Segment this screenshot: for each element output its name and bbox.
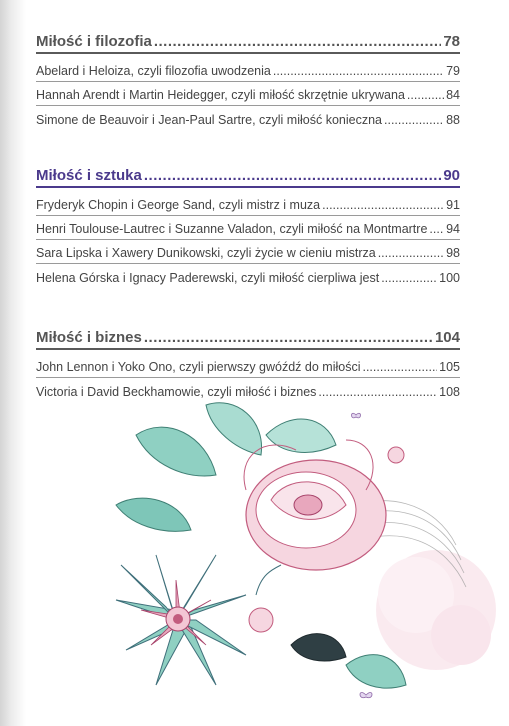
entry-page-number: 79 xyxy=(446,64,460,78)
entry-title: Henri Toulouse-Lautrec i Suzanne Valadon, czyli miłość na Montmartre xyxy=(36,222,428,236)
toc-section-art xyxy=(36,160,460,288)
section-title: Miłość i filozofia xyxy=(36,33,152,50)
background-blossom xyxy=(376,550,496,670)
dot-leader xyxy=(144,329,433,346)
toc-entry[interactable] xyxy=(36,192,460,216)
dot-leader xyxy=(362,360,437,374)
toc-section-philosophy xyxy=(36,26,460,130)
section-rule xyxy=(36,186,460,188)
dot-leader xyxy=(407,88,444,102)
dahlia-flower xyxy=(116,555,246,685)
entry-page-number: 108 xyxy=(439,385,460,399)
toc-section-business xyxy=(36,322,460,402)
section-rule xyxy=(36,348,460,350)
entry-title: Fryderyk Chopin i George Sand, czyli mistrz i muza xyxy=(36,198,321,212)
dot-leader xyxy=(378,246,444,260)
dot-leader xyxy=(273,64,444,78)
dot-leader xyxy=(429,222,444,236)
dot-leader xyxy=(384,113,444,127)
entry-title: Simone de Beauvoir i Jean-Paul Sartre, czyli miłość konieczna xyxy=(36,113,382,127)
toc-entry[interactable] xyxy=(36,264,460,288)
toc-entry[interactable] xyxy=(36,354,460,378)
section-title: Miłość i biznes xyxy=(36,329,142,346)
toc-entry[interactable] xyxy=(36,82,460,106)
section-page-number: 90 xyxy=(443,167,460,184)
dot-leader xyxy=(144,167,441,184)
entry-title: Victoria i David Beckhamowie, czyli miłość i biznes xyxy=(36,385,317,399)
entry-title: Hannah Arendt i Martin Heidegger, czyli miłość skrzętnie ukrywana xyxy=(36,88,405,102)
toc-entry[interactable] xyxy=(36,216,460,240)
section-rule xyxy=(36,52,460,54)
entry-page-number: 84 xyxy=(446,88,460,102)
toc-entry[interactable] xyxy=(36,106,460,130)
dot-leader xyxy=(322,198,444,212)
toc-entry[interactable] xyxy=(36,58,460,82)
entry-page-number: 105 xyxy=(439,360,460,374)
entry-page-number: 91 xyxy=(446,198,460,212)
peony-flower xyxy=(244,440,386,570)
dot-leader xyxy=(154,33,441,50)
section-heading[interactable] xyxy=(36,26,460,50)
entry-title: Abelard i Heloiza, czyli filozofia uwodzenia xyxy=(36,64,271,78)
floral-illustration xyxy=(96,395,509,726)
section-title: Miłość i sztuka xyxy=(36,167,142,184)
entry-page-number: 100 xyxy=(439,271,460,285)
entry-page-number: 98 xyxy=(446,246,460,260)
entry-title: Sara Lipska i Xawery Dunikowski, czyli życie w cieniu mistrza xyxy=(36,246,376,260)
entry-title: John Lennon i Yoko Ono, czyli pierwszy gwóźdź do miłości xyxy=(36,360,361,374)
entry-page-number: 88 xyxy=(446,113,460,127)
section-page-number: 104 xyxy=(434,329,460,346)
section-heading[interactable] xyxy=(36,160,460,184)
section-heading[interactable] xyxy=(36,322,460,346)
entry-page-number: 94 xyxy=(446,222,460,236)
page-gutter-shadow xyxy=(0,0,26,726)
section-page-number: 78 xyxy=(443,33,460,50)
entry-title: Helena Górska i Ignacy Paderewski, czyli miłość cierpliwa jest xyxy=(36,271,380,285)
dot-leader xyxy=(381,271,437,285)
toc-entry[interactable] xyxy=(36,240,460,264)
